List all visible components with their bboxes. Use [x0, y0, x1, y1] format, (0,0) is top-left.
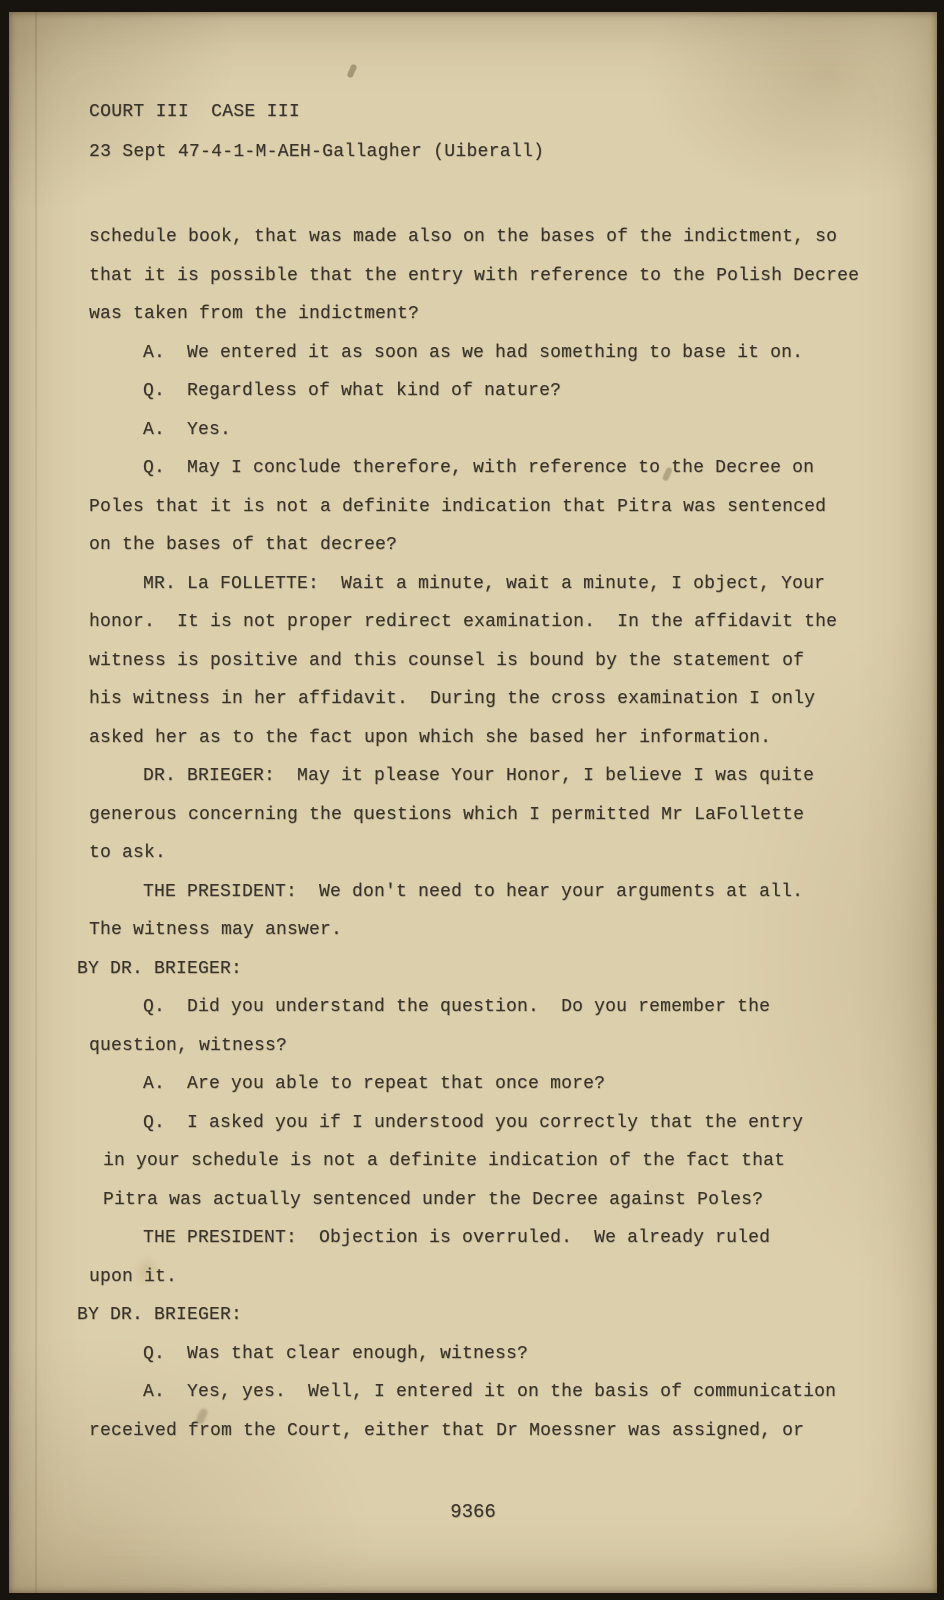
transcript-line: BY DR. BRIEGER: [77, 958, 243, 979]
transcript-body [77, 218, 863, 1450]
transcript-line: honor. It is not proper redirect examination. In the affidavit the [89, 612, 838, 632]
transcript-line: Q. Regardless of what kind of nature? [143, 381, 562, 401]
court-case-heading: COURT III CASE III [89, 102, 300, 122]
transcript-line: A. We entered it as soon as we had something to base it on. [143, 342, 804, 363]
transcript-line: Q. I asked you if I understood you correctly that the entry [143, 1112, 804, 1133]
page-number: 9366 [450, 1501, 496, 1523]
transcript-line: schedule book, that was made also on the bases of the indictment, so [89, 227, 838, 247]
scanned-page [9, 12, 937, 1593]
transcript-line: Q. May I conclude therefore, with reference to the Decree on [143, 458, 815, 478]
transcript-line: upon it. [89, 1266, 178, 1287]
transcript-line: Poles that it is not a definite indication that Pitra was sentenced [89, 496, 827, 517]
date-reporter-heading: 23 Sept 47-4-1-M-AEH-Gallagher (Uiberall) [89, 142, 545, 162]
page-content [77, 92, 863, 1450]
transcript-line: that it is possible that the entry with reference to the Polish Decree [89, 265, 860, 286]
transcript-line: on the bases of that decree? [89, 535, 398, 555]
transcript-line: Pitra was actually sentenced under the Decree against Poles? [103, 1189, 764, 1210]
transcript-line: THE PRESIDENT: We don't need to hear your arguments at all. [143, 881, 804, 902]
transcript-line: in your schedule is not a definite indication of the fact that [103, 1151, 786, 1171]
transcript-line: DR. BRIEGER: May it please Your Honor, I believe I was quite [143, 766, 815, 786]
transcript-line: received from the Court, either that Dr Moessner was assigned, or [89, 1420, 805, 1441]
transcript-line: A. Yes, yes. Well, I entered it on the basis of communication [143, 1382, 837, 1402]
transcript-line: A. Yes. [143, 419, 232, 440]
transcript-line: The witness may answer. [89, 920, 343, 940]
transcript-line: asked her as to the fact upon which she based her information. [89, 727, 772, 748]
transcript-line: A. Are you able to repeat that once more? [143, 1074, 606, 1094]
transcript-line: BY DR. BRIEGER: [77, 1305, 243, 1325]
transcript-line: MR. La FOLLETTE: Wait a minute, wait a minute, I object, Your [143, 573, 826, 594]
transcript-line: was taken from the indictment? [89, 304, 420, 324]
transcript-header [89, 92, 863, 172]
transcript-line: Q. Was that clear enough, witness? [143, 1343, 529, 1364]
transcript-line: generous concerning the questions which I permitted Mr LaFollette [89, 804, 805, 825]
transcript-line: THE PRESIDENT: Objection is overruled. We already ruled [143, 1228, 771, 1248]
transcript-line: his witness in her affidavit. During the cross examination I only [89, 689, 816, 709]
transcript-line: to ask. [89, 843, 167, 863]
transcript-line: Q. Did you understand the question. Do you remember the [143, 997, 771, 1017]
transcript-line: question, witness? [89, 1035, 288, 1056]
transcript-line: witness is positive and this counsel is bound by the statement of [89, 650, 805, 671]
